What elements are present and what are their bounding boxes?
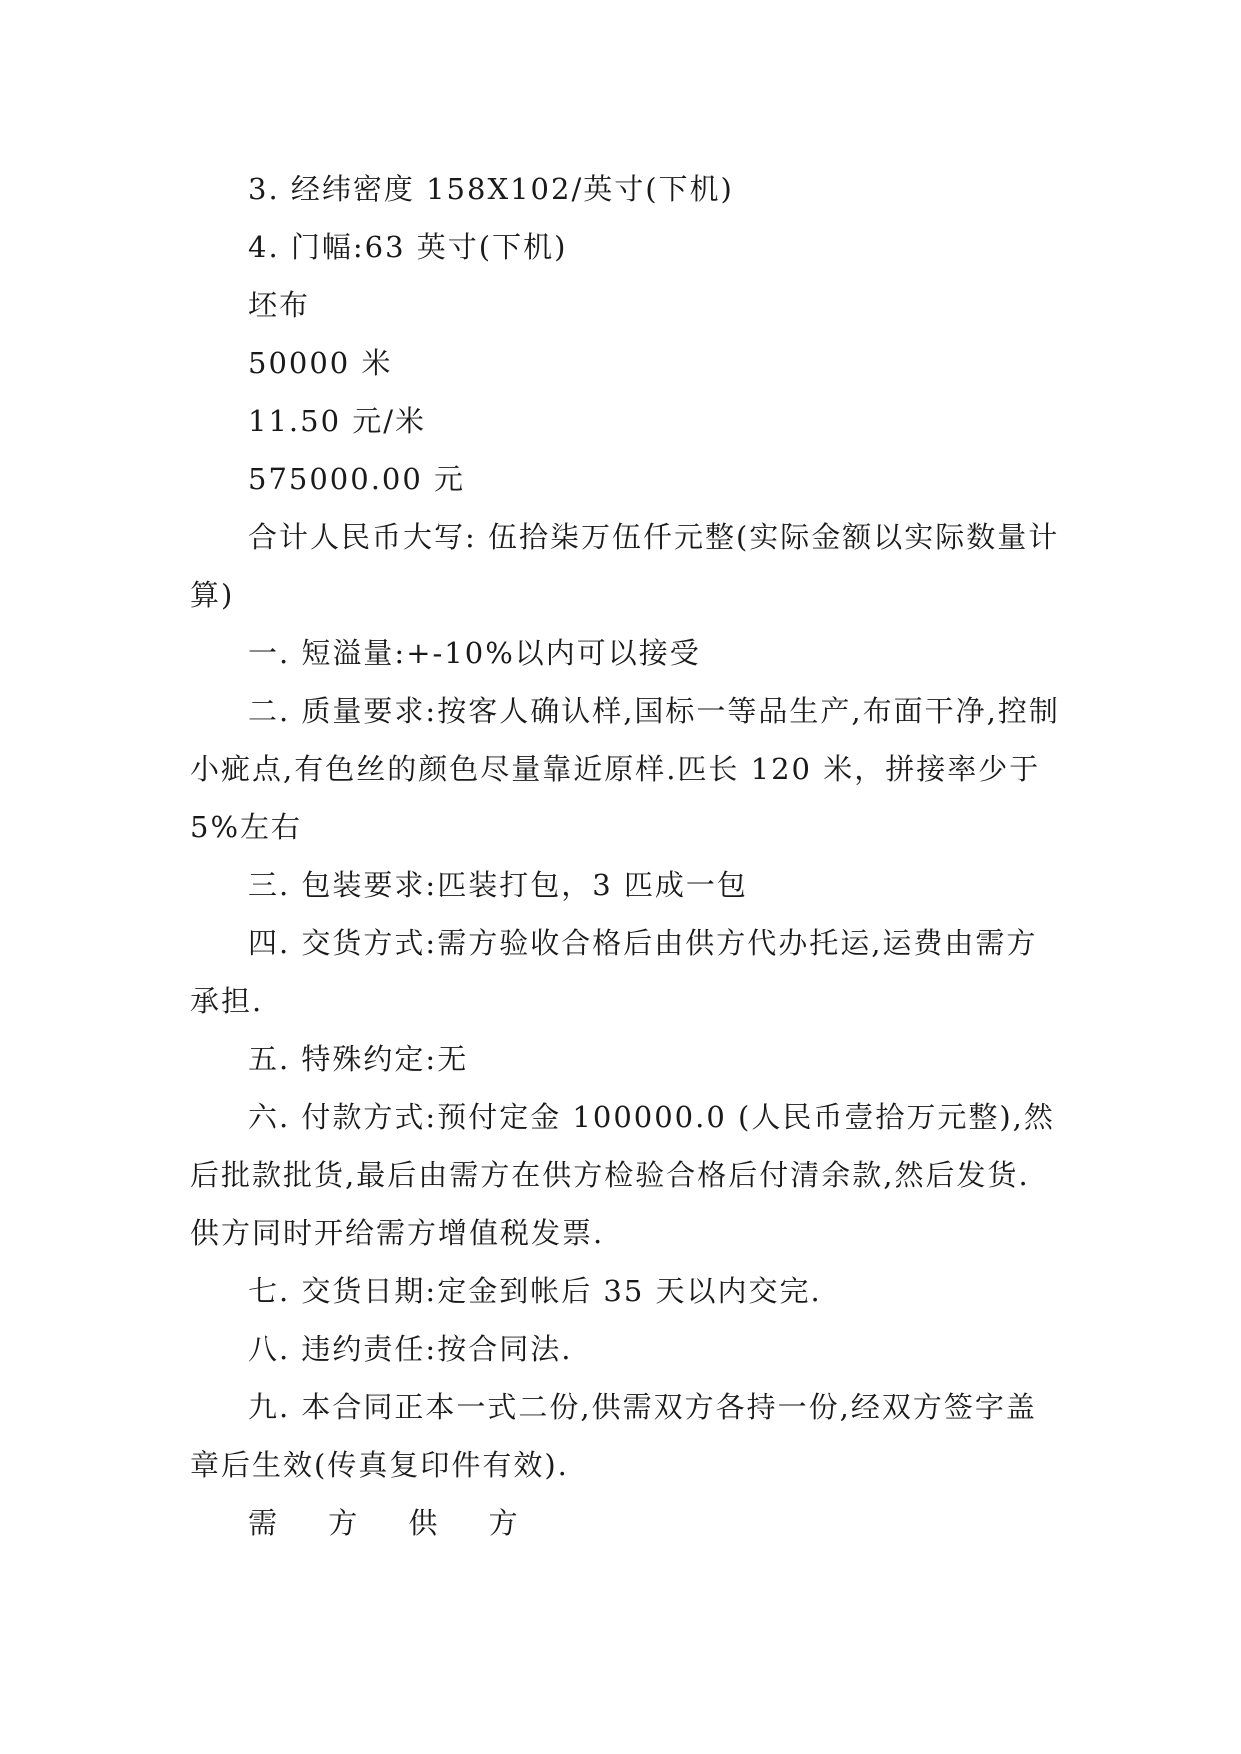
- paragraph-width: 4. 门幅:63 英寸(下机): [248, 230, 568, 264]
- clause-tolerance: 一. 短溢量:+-10%以内可以接受: [248, 636, 701, 670]
- paragraph-grey-cloth: 坯布: [248, 288, 311, 322]
- clause-quality: 二. 质量要求:按客人确认样,国标一等品生产,布面干净,控制小疵点,有色丝的颜色尽量靠近原样.匹长 120 米，拼接率少于 5%左右: [190, 694, 1060, 844]
- clause-copies: 九. 本合同正本一式二份,供需双方各持一份,经双方签字盖章后生效(传真复印件有效).: [190, 1390, 1037, 1482]
- clause-special-terms: 五. 特殊约定:无: [248, 1042, 469, 1076]
- clause-delivery-date: 七. 交货日期:定金到帐后 35 天以内交完.: [248, 1274, 822, 1308]
- clause-liability: 八. 违约责任:按合同法.: [248, 1332, 573, 1366]
- clause-payment: 六. 付款方式:预付定金 100000.0 (人民币壹拾万元整),然后批款批货,最后由需方在供方检验合格后付清余款,然后发货.供方同时开给需方增值税发票.: [190, 1100, 1055, 1250]
- document-body: [190, 160, 1060, 1552]
- paragraph-amount: 575000.00 元: [248, 462, 466, 496]
- clause-packaging: 三. 包装要求:匹装打包，3 匹成一包: [248, 868, 748, 902]
- paragraph-total-in-words: 合计人民币大写: 伍拾柒万伍仟元整(实际金额以实际数量计算): [190, 520, 1060, 612]
- clause-delivery-method: 四. 交货方式:需方验收合格后由供方代办托运,运费由需方承担.: [190, 926, 1038, 1018]
- paragraph-quantity: 50000 米: [248, 346, 393, 380]
- signature-line: 需 方 供 方: [248, 1506, 532, 1540]
- paragraph-unit-price: 11.50 元/米: [248, 404, 427, 438]
- paragraph-density: 3. 经纬密度 158X102/英寸(下机): [248, 172, 734, 206]
